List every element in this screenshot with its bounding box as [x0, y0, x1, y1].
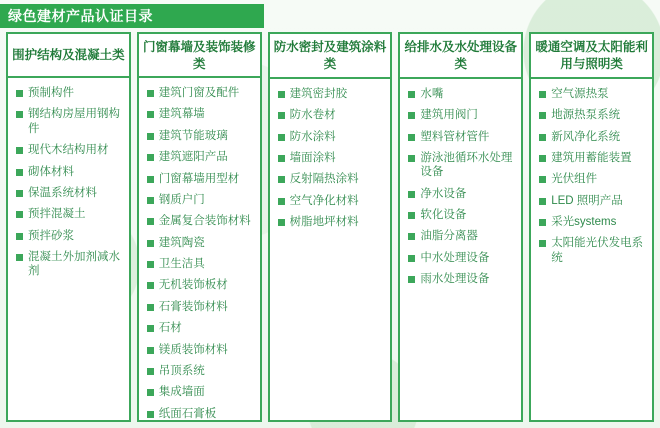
list-item-label: 雨水处理设备 — [420, 273, 490, 286]
square-bullet-icon — [278, 112, 285, 119]
square-bullet-icon — [539, 176, 546, 183]
square-bullet-icon — [408, 255, 415, 262]
square-bullet-icon — [278, 198, 285, 205]
square-bullet-icon — [408, 91, 415, 98]
list-item-label: 镁质装饰材料 — [158, 343, 228, 356]
list-item-label: 建筑陶瓷 — [158, 236, 205, 249]
list-item[interactable] — [408, 251, 515, 265]
list-item[interactable] — [539, 108, 646, 122]
list-item-label: 防水卷材 — [289, 109, 336, 122]
square-bullet-icon — [408, 134, 415, 141]
category-title-4: 给排水及水处理设备类 — [404, 40, 518, 71]
list-item[interactable] — [147, 193, 254, 207]
square-bullet-icon — [408, 191, 415, 198]
square-bullet-icon — [278, 219, 285, 226]
list-item[interactable] — [16, 86, 123, 100]
category-header-3 — [270, 34, 391, 79]
list-item-label: 防水涂料 — [289, 130, 336, 143]
list-item-label: 石材 — [158, 322, 182, 335]
square-bullet-icon — [147, 197, 154, 204]
list-item[interactable] — [539, 194, 646, 208]
list-item[interactable] — [278, 194, 385, 208]
square-bullet-icon — [147, 368, 154, 375]
square-bullet-icon — [16, 233, 23, 240]
square-bullet-icon — [16, 169, 23, 176]
list-item[interactable] — [147, 86, 254, 100]
square-bullet-icon — [408, 155, 415, 162]
list-item-label: 太阳能光伏发电系统 — [551, 237, 644, 264]
list-item-label: 金属复合装饰材料 — [158, 215, 251, 228]
list-item[interactable] — [147, 385, 254, 399]
list-item-label: 采光systems — [551, 216, 617, 228]
square-bullet-icon — [16, 254, 23, 261]
category-items-1 — [8, 78, 129, 285]
list-item[interactable] — [408, 130, 515, 144]
square-bullet-icon — [16, 111, 23, 118]
list-item-label: 钢质户门 — [158, 193, 205, 206]
list-item-label: 预制构件 — [28, 87, 74, 99]
square-bullet-icon — [408, 233, 415, 240]
list-item[interactable] — [539, 130, 646, 144]
square-bullet-icon — [147, 154, 154, 161]
page-title-bar — [0, 4, 264, 28]
list-item[interactable] — [147, 236, 254, 250]
list-item-label: 软化设备 — [420, 209, 467, 221]
square-bullet-icon — [147, 325, 154, 332]
square-bullet-icon — [16, 90, 23, 97]
list-item-label: 地源热泵系统 — [551, 109, 621, 122]
list-item-label: 塑料管材管件 — [420, 130, 490, 143]
list-item[interactable] — [408, 187, 515, 201]
list-item[interactable] — [147, 129, 254, 143]
list-item[interactable] — [278, 130, 385, 144]
list-item-label: 墙面涂料 — [289, 151, 336, 164]
category-column-1 — [6, 32, 131, 422]
category-items-3 — [270, 79, 391, 236]
list-item-label: 石膏装饰材料 — [158, 300, 228, 313]
list-item-label: 建筑门窗及配件 — [158, 87, 240, 99]
square-bullet-icon — [147, 90, 154, 97]
square-bullet-icon — [147, 133, 154, 140]
square-bullet-icon — [278, 176, 285, 183]
list-item-label: 光伏组件 — [551, 173, 598, 186]
list-item-label: 集成墙面 — [158, 386, 205, 399]
category-title-5: 暖通空调及太阳能利用与照明类 — [535, 40, 648, 71]
list-item[interactable] — [16, 165, 123, 179]
category-column-4 — [398, 32, 523, 422]
list-item-label: 建筑幕墙 — [158, 108, 205, 121]
list-item-label: 水嘴 — [420, 87, 444, 100]
list-item-label: 保温系统材料 — [28, 186, 97, 199]
square-bullet-icon — [278, 134, 285, 141]
square-bullet-icon — [539, 198, 546, 205]
category-header-2 — [139, 34, 260, 78]
list-item-label: 净水设备 — [420, 187, 467, 200]
list-item[interactable] — [147, 321, 254, 335]
list-item[interactable] — [539, 87, 646, 101]
list-item-label: 树脂地坪材料 — [289, 216, 359, 228]
list-item-label: 建筑节能玻璃 — [158, 129, 228, 142]
square-bullet-icon — [408, 276, 415, 283]
square-bullet-icon — [278, 155, 285, 162]
list-item[interactable] — [278, 151, 385, 165]
square-bullet-icon — [147, 282, 154, 289]
list-item[interactable] — [147, 364, 254, 378]
square-bullet-icon — [539, 155, 546, 162]
list-item-label: 油脂分离器 — [420, 230, 478, 243]
list-item[interactable] — [147, 214, 254, 228]
list-item[interactable] — [278, 87, 385, 101]
list-item-label: 空气净化材料 — [289, 194, 359, 207]
list-item[interactable] — [16, 186, 123, 200]
list-item-label: 中水处理设备 — [420, 251, 490, 264]
list-item[interactable] — [147, 172, 254, 186]
square-bullet-icon — [16, 147, 23, 154]
list-item[interactable] — [278, 108, 385, 122]
square-bullet-icon — [539, 91, 546, 98]
list-item-label: 钢结构房屋用钢构件 — [28, 108, 120, 135]
category-items-4 — [400, 79, 521, 293]
list-item[interactable] — [539, 215, 646, 229]
list-item-label: 现代木结构用材 — [28, 144, 109, 157]
list-item-label: LED 照明产品 — [551, 194, 623, 207]
list-item-label: 新风净化系统 — [551, 130, 621, 143]
category-header-5 — [531, 34, 652, 79]
square-bullet-icon — [278, 91, 285, 98]
square-bullet-icon — [408, 112, 415, 119]
category-title-3: 防水密封及建筑涂料类 — [273, 40, 387, 71]
list-item[interactable] — [16, 250, 123, 279]
list-item[interactable] — [16, 107, 123, 136]
list-item-label: 空气源热泵 — [551, 87, 609, 100]
square-bullet-icon — [539, 240, 546, 247]
list-item[interactable] — [408, 151, 515, 180]
list-item[interactable] — [16, 143, 123, 157]
category-title-1: 围护结构及混凝土类 — [12, 48, 125, 63]
category-column-2 — [137, 32, 262, 422]
list-item[interactable] — [539, 172, 646, 186]
square-bullet-icon — [147, 389, 154, 396]
list-item-label: 纸面石膏板 — [158, 407, 217, 420]
page-title: 绿色建材产品认证目录 — [8, 8, 153, 24]
list-item-label: 混凝土外加剂减水剂 — [28, 251, 120, 278]
square-bullet-icon — [408, 212, 415, 219]
list-item[interactable] — [278, 172, 385, 186]
square-bullet-icon — [147, 111, 154, 118]
list-item-label: 门窗幕墙用型材 — [158, 172, 240, 185]
list-item[interactable] — [16, 229, 123, 243]
list-item[interactable] — [147, 107, 254, 121]
list-item[interactable] — [539, 151, 646, 165]
category-title-2: 门窗幕墙及装饰装修类 — [142, 39, 256, 71]
list-item[interactable] — [408, 87, 515, 101]
list-item-label: 砌体材料 — [28, 165, 74, 178]
category-items-5 — [531, 79, 652, 271]
square-bullet-icon — [147, 218, 154, 225]
square-bullet-icon — [16, 211, 23, 218]
list-item-label: 预拌混凝土 — [28, 208, 86, 221]
category-column-3 — [268, 32, 393, 422]
square-bullet-icon — [147, 347, 154, 354]
category-column-5 — [529, 32, 654, 422]
list-item-label: 反射隔热涂料 — [289, 173, 359, 186]
category-items-2 — [139, 78, 260, 422]
list-item[interactable] — [408, 272, 515, 286]
square-bullet-icon — [147, 411, 154, 418]
list-item[interactable] — [278, 215, 385, 229]
list-item[interactable] — [147, 257, 254, 271]
list-item-label: 建筑用蓄能装置 — [551, 151, 632, 164]
category-columns — [6, 32, 654, 422]
list-item[interactable] — [147, 150, 254, 164]
list-item-label: 无机装饰板材 — [158, 279, 228, 292]
list-item[interactable] — [147, 300, 254, 314]
list-item[interactable] — [408, 108, 515, 122]
list-item[interactable] — [147, 278, 254, 292]
square-bullet-icon — [16, 190, 23, 197]
list-item-label: 建筑密封胶 — [289, 87, 348, 100]
square-bullet-icon — [539, 219, 546, 226]
list-item-label: 预拌砂浆 — [28, 229, 74, 242]
square-bullet-icon — [147, 240, 154, 247]
list-item[interactable] — [147, 343, 254, 357]
square-bullet-icon — [147, 176, 154, 183]
list-item[interactable] — [16, 207, 123, 221]
list-item[interactable] — [408, 208, 515, 222]
list-item-label: 游泳池循环水处理设备 — [420, 151, 513, 179]
list-item-label: 卫生洁具 — [158, 258, 205, 270]
square-bullet-icon — [147, 261, 154, 268]
category-header-4 — [400, 34, 521, 79]
list-item[interactable] — [147, 407, 254, 421]
square-bullet-icon — [539, 112, 546, 119]
list-item-label: 吊顶系统 — [158, 364, 205, 377]
list-item-label: 建筑遮阳产品 — [158, 151, 228, 164]
list-item-label: 建筑用阀门 — [420, 109, 478, 122]
list-item[interactable] — [408, 229, 515, 243]
category-header-1 — [8, 34, 129, 78]
square-bullet-icon — [539, 134, 546, 141]
square-bullet-icon — [147, 304, 154, 311]
list-item[interactable] — [539, 236, 646, 265]
